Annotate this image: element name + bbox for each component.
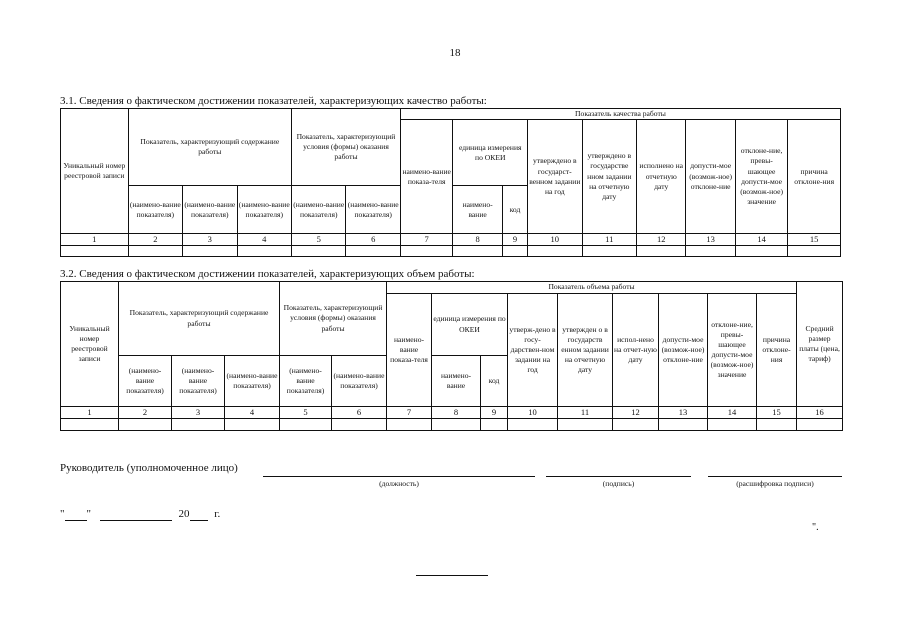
column-number: 3 [172,407,225,419]
column-number: 9 [502,234,527,246]
empty-data-row [61,419,843,431]
column-number: 8 [453,234,502,246]
year-suffix: г. [214,508,221,520]
column-number: 5 [280,407,332,419]
column-number: 13 [659,407,708,419]
average-fee-header: Средний размер платы (цена, тариф) [797,282,843,407]
unit-header: единица измерения по ОКЕИ [453,120,528,186]
open-quote: " [60,508,65,520]
unique-number-header: Уникальный номер реестровой записи [61,109,129,234]
closing-mark: ". [812,522,819,533]
column-number: 12 [637,234,686,246]
column-number: 7 [387,407,432,419]
sub-indicator-name: (наимено-вание показателя) [332,356,387,407]
indicator-name-header: наимено-вание показа-теля [387,294,432,407]
conditions-indicator-header: Показатель, характеризующий условия (формы) оказания работы [292,109,401,186]
date-line [60,508,220,521]
column-number: 8 [432,407,481,419]
exceeding-deviation-header: отклоне-ние, превы-шающее допусти-мое (возмож-ное) значение [735,120,787,234]
conditions-indicator-header: Показатель, характеризующий условия (формы) оказания работы [280,282,387,356]
position-line [263,476,535,477]
executed-header: испол-нено на отчет-ную дату [613,294,659,407]
executed-header: исполнено на отчетную дату [637,120,686,234]
volume-table [60,281,843,431]
empty-cell [637,246,686,257]
column-number: 6 [332,407,387,419]
allowed-deviation-header: допусти-мое (возмож-ное) отклоне-ние [659,294,708,407]
year-blank [190,508,208,521]
empty-cell [61,419,119,431]
column-number: 3 [183,234,237,246]
column-number: 11 [582,234,636,246]
column-number: 14 [735,234,787,246]
empty-cell [61,246,129,257]
column-numbers-row [61,407,843,419]
column-number: 5 [292,234,346,246]
unique-number-header: Уникальный номер реестровой записи [61,282,119,407]
section1-title: 3.1. Сведения о фактическом достижении показателей, характеризующих качество работы: [60,95,487,107]
empty-cell [613,419,659,431]
sub-indicator-name: (наимено-вание показателя) [292,186,346,234]
empty-cell [708,419,757,431]
position-caption: (должность) [379,479,419,488]
content-indicator-header: Показатель, характеризующий содержание работы [128,109,291,186]
column-number: 7 [400,234,452,246]
empty-cell [582,246,636,257]
empty-cell [432,419,481,431]
empty-cell [237,246,291,257]
empty-cell [558,419,613,431]
column-number: 2 [128,234,182,246]
bottom-rule [416,575,488,576]
section2-title: 3.2. Сведения о фактическом достижении показателей, характеризующих объем работы: [60,268,475,280]
column-number: 2 [119,407,172,419]
empty-cell [797,419,843,431]
empty-cell [757,419,797,431]
page-number: 18 [449,47,461,59]
unit-name-header: наимено-вание [432,356,481,407]
empty-cell [508,419,558,431]
column-number: 4 [237,234,291,246]
decoding-line [708,476,842,477]
allowed-deviation-header: допусти-мое (возмож-ное) отклоне-ние [686,120,735,234]
volume-indicator-header: Показатель объема работы [387,282,797,294]
column-number: 10 [528,234,582,246]
sub-indicator-name: (наимено-вание показателя) [183,186,237,234]
approved-date-header: утвержден о в государств енном задании на отчетную дату [558,294,613,407]
column-number: 4 [225,407,280,419]
column-number: 12 [613,407,659,419]
unit-code-header: код [502,186,527,234]
quality-table [60,108,841,257]
sub-indicator-name: (наимено-вание показателя) [128,186,182,234]
indicator-name-header: наимено-вание показа-теля [400,120,452,234]
column-number: 11 [558,407,613,419]
empty-cell [225,419,280,431]
column-number: 10 [508,407,558,419]
approved-year-header: утверждено в государст-венном задании на год [528,120,582,234]
year-prefix: 20 [178,508,190,520]
sub-indicator-name: (наимено-вание показателя) [119,356,172,407]
column-number: 13 [686,234,735,246]
approved-date-header: утверждено в государстве нном задании на отчетную дату [582,120,636,234]
decoding-caption: (расшифровка подписи) [736,479,814,488]
signature-caption: (подпись) [602,479,635,488]
signature-label: Руководитель (уполномоченное лицо) [60,462,238,474]
empty-cell [735,246,787,257]
sub-indicator-name: (наимено-вание показателя) [280,356,332,407]
empty-cell [528,246,582,257]
column-number: 1 [61,407,119,419]
sub-indicator-name: (наимено-вание показателя) [237,186,291,234]
column-number: 14 [708,407,757,419]
empty-cell [346,246,400,257]
content-indicator-header: Показатель, характеризующий содержание работы [119,282,280,356]
month-blank [100,508,172,521]
sub-indicator-name: (наимено-вание показателя) [225,356,280,407]
empty-cell [453,246,502,257]
approved-year-header: утверж-дено в госу-дарствен-ном задании на год [508,294,558,407]
column-number: 15 [757,407,797,419]
unit-name-header: наимено-вание [453,186,502,234]
empty-cell [481,419,508,431]
empty-data-row [61,246,841,257]
sub-indicator-name: (наимено-вание показателя) [346,186,400,234]
day-blank [65,508,87,521]
column-number: 15 [788,234,841,246]
column-number: 1 [61,234,129,246]
empty-cell [502,246,527,257]
deviation-reason-header: причина отклоне-ния [757,294,797,407]
empty-cell [172,419,225,431]
empty-cell [128,246,182,257]
close-quote: " [86,508,91,520]
empty-cell [659,419,708,431]
quality-indicator-header: Показатель качества работы [400,109,840,120]
unit-header: единица измерения по ОКЕИ [432,294,508,356]
column-number: 6 [346,234,400,246]
empty-cell [292,246,346,257]
empty-cell [332,419,387,431]
signature-line [546,476,691,477]
empty-cell [788,246,841,257]
unit-code-header: код [481,356,508,407]
column-numbers-row [61,234,841,246]
exceeding-deviation-header: отклоне-ние, превы-шающее допусти-мое (возмож-ное) значение [708,294,757,407]
deviation-reason-header: причина отклоне-ния [788,120,841,234]
empty-cell [686,246,735,257]
column-number: 9 [481,407,508,419]
empty-cell [280,419,332,431]
empty-cell [400,246,452,257]
empty-cell [183,246,237,257]
empty-cell [119,419,172,431]
column-number: 16 [797,407,843,419]
empty-cell [387,419,432,431]
sub-indicator-name: (наимено-вание показателя) [172,356,225,407]
